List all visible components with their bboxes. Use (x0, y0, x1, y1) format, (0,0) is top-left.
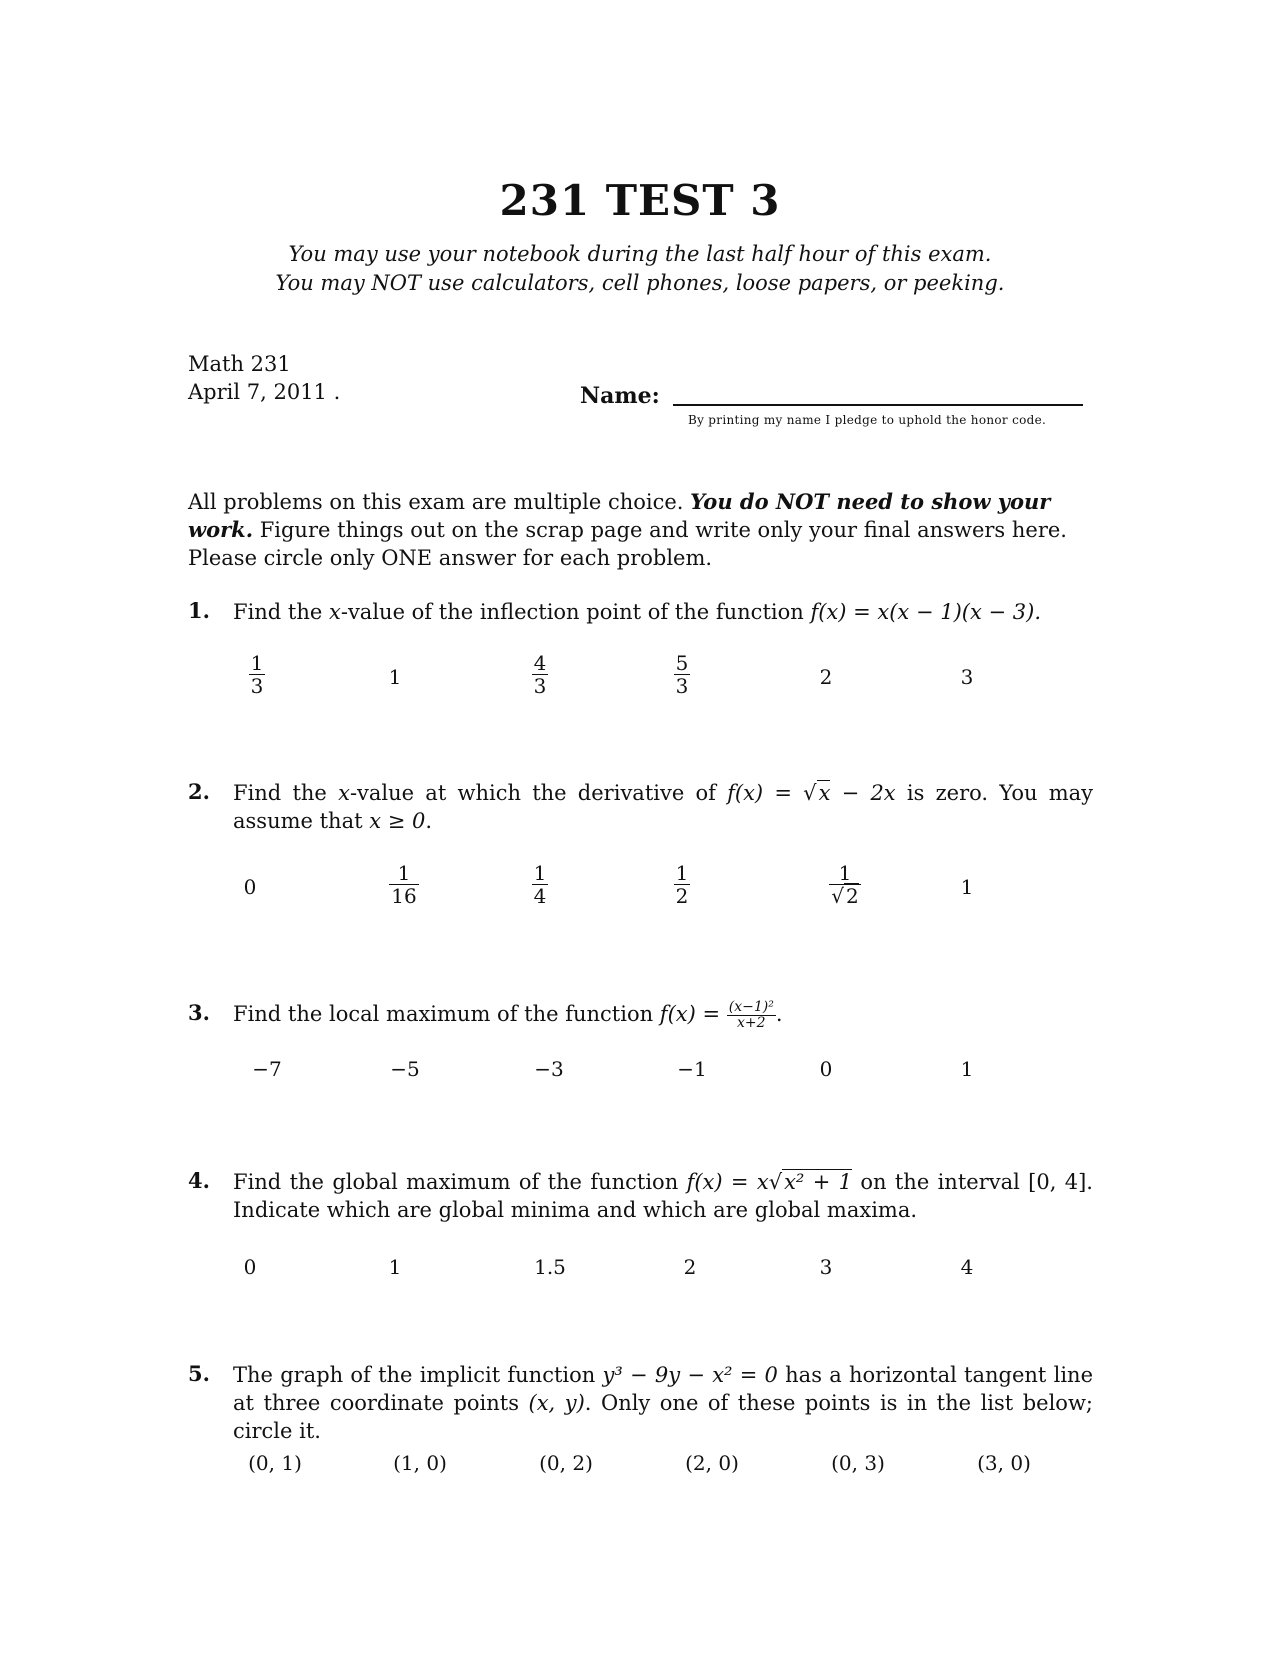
question-1-text (233, 598, 1093, 626)
q4-option-a[interactable]: 0 (243, 1255, 257, 1279)
q5-option-f[interactable]: (3, 0) (977, 1451, 1031, 1475)
fraction (829, 862, 860, 907)
question-3-text (233, 1000, 1093, 1031)
instruction-line-2: You may NOT use calculators, cell phones, loose papers, or peeking. (275, 271, 1005, 295)
denominator: 3 (250, 674, 264, 698)
q2-option-b[interactable] (359, 862, 449, 907)
q1-option-e[interactable]: 2 (819, 665, 833, 689)
instruction-line-1: You may use your notebook during the last half hour of this exam. (288, 242, 992, 266)
q3-option-f[interactable]: 1 (960, 1057, 974, 1081)
numerator: (x−1)² (728, 999, 774, 1015)
fraction (389, 862, 418, 907)
intro-text-2: Figure things out on the scrap page and write only your final answers here. Please circle only ONE answer for each problem. (188, 518, 1067, 570)
numerator: 1 (829, 862, 860, 885)
numerator: 1 (675, 861, 689, 885)
denominator: 3 (675, 674, 689, 698)
q2-option-a[interactable]: 0 (243, 875, 257, 899)
q4-option-c[interactable]: 1.5 (534, 1255, 566, 1279)
q2-option-c[interactable] (495, 862, 585, 907)
course-label: Math 231 (188, 352, 291, 376)
q1-text-b: -value of the inflection point of the function (340, 600, 811, 624)
q2-text-b: -value at which the derivative of (349, 781, 728, 805)
q1-function: f(x) = x(x − 1)(x − 3). (810, 600, 1041, 624)
q2-func-b: − 2x (830, 781, 896, 805)
q3-option-b[interactable]: −5 (390, 1057, 420, 1081)
q3-option-c[interactable]: −3 (534, 1057, 564, 1081)
numerator: 1 (389, 862, 418, 885)
exam-instructions (188, 488, 1093, 572)
q5-text-a: The graph of the implicit function (233, 1363, 603, 1387)
q2-var: x (338, 781, 350, 805)
q4-interval: [0, 4] (1028, 1170, 1087, 1194)
fraction (674, 652, 691, 697)
q5-equation: y³ − 9y − x² = 0 (602, 1363, 778, 1387)
q3-option-d[interactable]: −1 (677, 1057, 707, 1081)
page-title: 231 TEST 3 (499, 176, 781, 225)
q2-option-f[interactable]: 1 (960, 875, 974, 899)
denominator: 4 (533, 884, 547, 908)
q1-option-d[interactable] (637, 652, 727, 697)
q5-option-e[interactable]: (0, 3) (831, 1451, 885, 1475)
q4-text-b: on the interval (852, 1170, 1029, 1194)
q3-text-b: . (775, 1002, 783, 1026)
q3-text-a: Find the local maximum of the function (233, 1002, 660, 1026)
question-3-number: 3. (188, 1000, 210, 1025)
radicand: 2 (846, 884, 859, 908)
name-field-line[interactable] (673, 404, 1083, 406)
q1-option-f[interactable]: 3 (960, 665, 974, 689)
q5-text-b: has a horizontal tangent line at three coordinate points (233, 1363, 1093, 1415)
numerator: 4 (533, 651, 547, 675)
q2-text-d: . (425, 809, 433, 833)
numerator: 5 (675, 651, 689, 675)
fraction (249, 652, 266, 697)
q1-option-b[interactable]: 1 (388, 665, 402, 689)
q3-fraction (727, 1000, 776, 1031)
q4-option-d[interactable]: 2 (683, 1255, 697, 1279)
q4-option-b[interactable]: 1 (388, 1255, 402, 1279)
question-1-number: 1. (188, 598, 210, 623)
q4-text-c: . Indicate which are global minima and which are global maxima. (233, 1170, 1093, 1222)
q2-option-e[interactable] (800, 862, 890, 907)
numerator: 1 (533, 861, 547, 885)
q2-text-c: is zero. You may assume that (233, 781, 1094, 833)
numerator: 1 (250, 651, 264, 675)
q3-option-a[interactable]: −7 (252, 1057, 282, 1081)
question-2-text (233, 779, 1093, 835)
q5-option-c[interactable]: (0, 2) (539, 1451, 593, 1475)
radicand: x² + 1 (784, 1170, 852, 1194)
denominator: √ 2 (831, 884, 859, 908)
q5-option-a[interactable]: (0, 1) (248, 1451, 302, 1475)
q3-func-a: f(x) = (659, 1002, 727, 1026)
denominator: 16 (391, 884, 417, 908)
q4-text-a: Find the global maximum of the function (233, 1170, 687, 1194)
q1-option-a[interactable] (212, 652, 302, 697)
q5-point: (x, y) (528, 1391, 585, 1415)
q4-option-f[interactable]: 4 (960, 1255, 974, 1279)
q5-text-c: . Only one of these points is in the list below; circle it. (233, 1391, 1093, 1443)
sqrt-expression: √x² + 1 (768, 1170, 852, 1194)
fraction (674, 862, 691, 907)
fraction (532, 862, 549, 907)
denominator: x+2 (737, 1015, 766, 1031)
q2-option-d[interactable] (637, 862, 727, 907)
denominator: 2 (675, 884, 689, 908)
radicand: x (818, 781, 831, 805)
q2-condition: x ≥ 0 (369, 809, 426, 833)
q3-option-e[interactable]: 0 (819, 1057, 833, 1081)
intro-bold-text: You do NOT need to show your work. (188, 489, 1051, 542)
question-4-number: 4. (188, 1168, 210, 1193)
q4-func-a: f(x) = x (686, 1170, 769, 1194)
q5-option-b[interactable]: (1, 0) (393, 1451, 447, 1475)
q2-text-a: Find the (233, 781, 339, 805)
intro-text-1: All problems on this exam are multiple choice. (188, 490, 684, 514)
q2-func-a: f(x) = (727, 781, 804, 805)
question-4-text (233, 1168, 1093, 1224)
question-5-number: 5. (188, 1361, 210, 1386)
q4-option-e[interactable]: 3 (819, 1255, 833, 1279)
question-5-text (233, 1361, 1093, 1445)
name-label: Name: (580, 383, 660, 409)
denominator: 3 (533, 674, 547, 698)
sqrt-expression: √x (803, 781, 831, 805)
q1-option-c[interactable] (495, 652, 585, 697)
q1-var: x (329, 600, 341, 624)
exam-date: April 7, 2011 . (188, 380, 341, 404)
q5-option-d[interactable]: (2, 0) (685, 1451, 739, 1475)
fraction (532, 652, 549, 697)
honor-code-note: By printing my name I pledge to uphold the honor code. (688, 413, 1047, 427)
q1-text-a: Find the (233, 600, 329, 624)
question-2-number: 2. (188, 779, 210, 804)
